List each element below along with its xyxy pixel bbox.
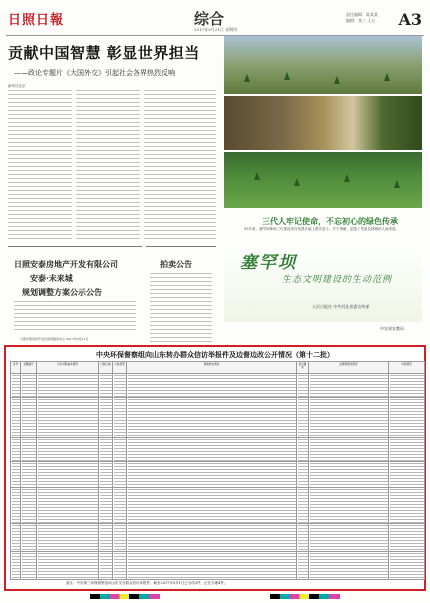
article-column [144, 90, 216, 240]
table-cell [11, 438, 21, 462]
table-cell [309, 488, 389, 524]
cell-text-lines [114, 489, 126, 523]
cell-text-lines [100, 463, 112, 487]
cell-text-lines [128, 463, 296, 487]
table-cell [389, 462, 425, 488]
table-cell [11, 552, 21, 580]
table-cell [113, 374, 127, 398]
table-cell [113, 398, 127, 438]
table-cell [127, 552, 297, 580]
table-cell [309, 374, 389, 398]
cell-text-lines [114, 375, 126, 397]
cell-text-lines [22, 553, 36, 579]
lead-headline: 贡献中国智慧 彰显世界担当 [8, 44, 200, 62]
table-cell [297, 398, 309, 438]
cell-text-lines [298, 553, 308, 579]
cell-text-lines [38, 553, 98, 579]
table-header-row [11, 362, 425, 374]
lead-subhead: ——政论专题片《大国外交》引起社会各界热烈反响 [14, 69, 175, 77]
notice-footer: 日照市规划局开发区规划服务中心 2017年9月21日 [20, 337, 89, 341]
cell-text-lines [22, 489, 36, 523]
table-cell [99, 438, 113, 462]
table-note: 备注：中央第三环保督察组向山东交办群众信访举报件。截至2017年9月1日已办结3件，正在办理4件。 [66, 581, 228, 585]
cell-text-lines [390, 553, 424, 579]
cell-text-lines [100, 553, 112, 579]
cell-text-lines [38, 525, 98, 551]
table-cell [127, 438, 297, 462]
cell-text-lines [22, 463, 36, 487]
table-row [11, 398, 425, 438]
cell-text-lines [100, 399, 112, 437]
table-cell [113, 462, 127, 488]
auction-body [150, 273, 212, 343]
table-cell [389, 438, 425, 462]
cell-text-lines [22, 375, 36, 397]
table-cell [297, 374, 309, 398]
table-header: 是否属实 [297, 362, 309, 374]
table-cell [297, 552, 309, 580]
cell-text-lines [114, 439, 126, 461]
cell-text-lines [298, 463, 308, 487]
table-row [11, 524, 425, 552]
table-cell [21, 398, 37, 438]
table-header: 序号 [11, 362, 21, 374]
issue-date: 2017年9月21日 星期四 [194, 27, 238, 32]
table-cell [127, 374, 297, 398]
cell-text-lines [298, 489, 308, 523]
cell-text-lines [22, 439, 36, 461]
lead-byline: 新华社北京 [8, 84, 26, 88]
table-cell [21, 524, 37, 552]
cell-text-lines [100, 489, 112, 523]
table-cell [21, 374, 37, 398]
feature-credit: 人民日报社 中共河北省委宣传部 [312, 304, 370, 309]
cell-text-lines [114, 525, 126, 551]
cell-text-lines [12, 525, 20, 551]
editor-line: 责任编辑：陈某某 [346, 12, 378, 17]
table-cell [389, 488, 425, 524]
table-cell [37, 438, 99, 462]
article-column [8, 90, 72, 240]
cell-text-lines [390, 463, 424, 487]
cell-text-lines [298, 525, 308, 551]
table-header: 行政区域 [99, 362, 113, 374]
cell-text-lines [100, 525, 112, 551]
table-header: 污染类型 [113, 362, 127, 374]
table-cell [11, 524, 21, 552]
cell-text-lines [390, 489, 424, 523]
cell-text-lines [38, 439, 98, 461]
cell-text-lines [114, 463, 126, 487]
table-cell [37, 524, 99, 552]
cell-text-lines [390, 399, 424, 437]
auction-notice [146, 246, 216, 348]
cell-text-lines [12, 439, 20, 461]
table-cell [37, 462, 99, 488]
table-cell [21, 488, 37, 524]
page-number: A3 [398, 10, 422, 29]
editor-credits [346, 12, 378, 24]
cell-text-lines [390, 525, 424, 551]
table-title: 中央环保督察组向山东转办群众信访举报件及边督边改公开情况（第十二批） [96, 350, 334, 359]
table-cell [309, 552, 389, 580]
notice-name: 规划调整方案公示公告 [22, 287, 102, 297]
cell-text-lines [128, 525, 296, 551]
table-row [11, 374, 425, 398]
registration-marks [270, 594, 340, 599]
article-column [76, 90, 140, 240]
newspaper-logo: 日照日報 [8, 13, 65, 28]
table-cell [389, 374, 425, 398]
cell-text-lines [128, 375, 296, 397]
cell-text-lines [128, 489, 296, 523]
table-header: 处理和整改情况 [309, 362, 389, 374]
table-cell [127, 462, 297, 488]
table-cell [37, 488, 99, 524]
cell-text-lines [128, 439, 296, 461]
table-cell [11, 488, 21, 524]
cell-text-lines [38, 399, 98, 437]
registration-marks [90, 594, 160, 599]
complaint-table [10, 361, 425, 580]
cell-text-lines [310, 489, 388, 523]
cell-text-lines [38, 489, 98, 523]
cell-text-lines [100, 375, 112, 397]
feature-calligraphy: 塞罕坝 [240, 253, 297, 273]
complaint-table-section [4, 345, 426, 591]
cell-text-lines [390, 439, 424, 461]
cell-text-lines [310, 399, 388, 437]
developer-name: 日照安泰房地产开发有限公司 [14, 259, 118, 269]
cell-text-lines [22, 399, 36, 437]
table-cell [99, 488, 113, 524]
editor-line: 编辑：张三 王五 [346, 18, 376, 23]
forest-photo-1 [224, 36, 422, 94]
table-cell [21, 438, 37, 462]
notice-body [14, 301, 136, 333]
forest-photo-3 [224, 152, 422, 208]
table-cell [297, 438, 309, 462]
cell-text-lines [22, 525, 36, 551]
forest-photo-2 [224, 96, 422, 150]
table-cell [37, 552, 99, 580]
cell-text-lines [38, 463, 98, 487]
real-estate-notice [8, 246, 142, 348]
table-header: 受理编号 [21, 362, 37, 374]
table-cell [113, 488, 127, 524]
table-row [11, 438, 425, 462]
table-row [11, 488, 425, 524]
table-cell [21, 552, 37, 580]
table-cell [309, 438, 389, 462]
cell-text-lines [298, 375, 308, 397]
cell-text-lines [114, 553, 126, 579]
cell-text-lines [100, 439, 112, 461]
cell-text-lines [310, 525, 388, 551]
cell-text-lines [310, 553, 388, 579]
table-cell [113, 524, 127, 552]
section-title: 综合 [194, 10, 225, 28]
table-cell [11, 374, 21, 398]
table-header: 交办问题基本情况 [37, 362, 99, 374]
cell-text-lines [128, 399, 296, 437]
table-cell [37, 398, 99, 438]
cell-text-lines [12, 399, 20, 437]
cell-text-lines [310, 375, 388, 397]
table-cell [297, 524, 309, 552]
feature-caption: 三代人牢记使命，不忘初心的绿色传承 [262, 216, 398, 226]
masthead [6, 6, 424, 36]
table-header: 调查核实情况 [127, 362, 297, 374]
cell-text-lines [310, 439, 388, 461]
feature-caption-detail: 55年来，塞罕坝林场三代建设者在荒漠沙地上艰苦奋斗、甘于奉献，创造了荒原变林海的人间奇迹。 [244, 227, 399, 231]
table-cell [127, 398, 297, 438]
table-cell [127, 524, 297, 552]
table-cell [99, 398, 113, 438]
table-cell [113, 438, 127, 462]
feature-calligraphy-sub: 生态文明建设的生动范例 [282, 275, 393, 285]
table-cell [99, 524, 113, 552]
table-cell [389, 552, 425, 580]
feature-publisher: 中宣部宣教局 [380, 326, 404, 331]
cell-text-lines [298, 399, 308, 437]
cell-text-lines [12, 489, 20, 523]
table-cell [11, 398, 21, 438]
cell-text-lines [390, 375, 424, 397]
table-cell [99, 462, 113, 488]
table-cell [21, 462, 37, 488]
table-cell [309, 462, 389, 488]
table-row [11, 462, 425, 488]
table-cell [389, 398, 425, 438]
table-cell [297, 488, 309, 524]
cell-text-lines [310, 463, 388, 487]
table-cell [309, 398, 389, 438]
cell-text-lines [114, 399, 126, 437]
table-cell [99, 552, 113, 580]
cell-text-lines [128, 553, 296, 579]
cell-text-lines [12, 463, 20, 487]
table-cell [309, 524, 389, 552]
table-cell [99, 374, 113, 398]
table-cell [389, 524, 425, 552]
cell-text-lines [12, 553, 20, 579]
table-cell [127, 488, 297, 524]
table-cell [113, 552, 127, 580]
cell-text-lines [298, 439, 308, 461]
auction-title: 拍卖公告 [160, 259, 192, 269]
table-row [11, 552, 425, 580]
cell-text-lines [12, 375, 20, 397]
project-name: 安泰·未来城 [30, 273, 73, 283]
table-cell [11, 462, 21, 488]
cell-text-lines [38, 375, 98, 397]
table-header: 问责情况 [389, 362, 425, 374]
table-cell [37, 374, 99, 398]
table-cell [297, 462, 309, 488]
